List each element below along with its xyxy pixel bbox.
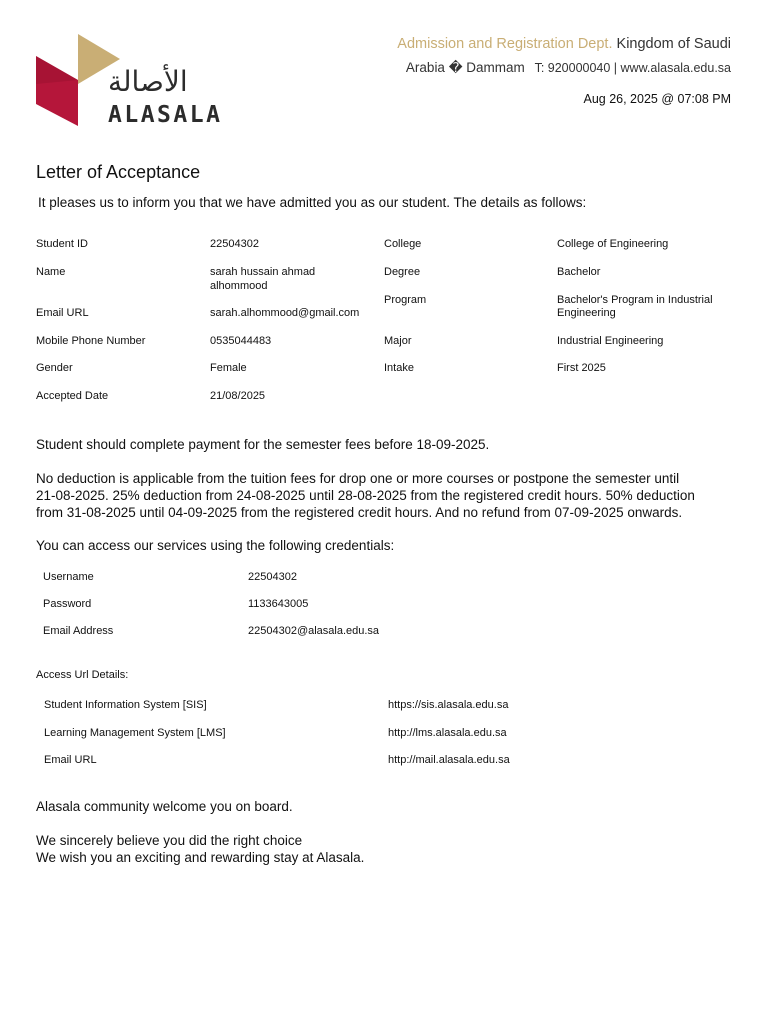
- lms-url: http://lms.alasala.edu.sa: [388, 727, 507, 739]
- closing-line2: We wish you an exciting and rewarding stay at Alasala.: [36, 850, 365, 865]
- degree-value: Bachelor: [557, 266, 601, 278]
- program-label: Program: [384, 294, 427, 306]
- major-label: Major: [384, 335, 412, 347]
- email-value: sarah.alhommood@gmail.com: [210, 307, 360, 319]
- logo-english-text: ALASALA: [108, 102, 223, 128]
- department-name: Admission and Registration Dept.: [397, 36, 613, 52]
- closing-line1: We sincerely believe you did the right choice: [36, 833, 303, 848]
- credentials-intro: You can access our services using the following credentials:: [36, 538, 395, 553]
- sis-label: Student Information System [SIS]: [44, 699, 207, 711]
- mail-label: Email URL: [44, 754, 97, 766]
- student-id-label: Student ID: [36, 238, 88, 250]
- refund-policy-line1: No deduction is applicable from the tuition fees for drop one or more courses or postpone the semester until: [36, 471, 680, 486]
- header-line-2: [406, 60, 731, 76]
- lms-label: Learning Management System [LMS]: [44, 727, 226, 739]
- password-label: Password: [43, 598, 92, 610]
- mobile-label: Mobile Phone Number: [36, 335, 146, 347]
- logo-arabic-text: الأصالة: [108, 65, 188, 98]
- accepted-date-label: Accepted Date: [36, 390, 109, 402]
- mobile-value: 0535044483: [210, 335, 272, 347]
- email-address-value: 22504302@alasala.edu.sa: [248, 625, 380, 637]
- sis-url: https://sis.alasala.edu.sa: [388, 699, 509, 711]
- major-value: Industrial Engineering: [557, 335, 664, 347]
- contact-info: T: 920000040 | www.alasala.edu.sa: [534, 61, 731, 75]
- header-line-1: [397, 36, 731, 52]
- page-title: Letter of Acceptance: [36, 162, 201, 182]
- gender-value: Female: [210, 362, 247, 374]
- intake-value: First 2025: [557, 362, 606, 374]
- intro-text: It pleases us to inform you that we have admitted you as our student. The details as follows:: [38, 195, 587, 210]
- username-label: Username: [43, 571, 94, 583]
- issue-datetime: Aug 26, 2025 @ 07:08 PM: [583, 92, 731, 106]
- location-line-2: Arabia � Dammam: [405, 60, 525, 75]
- location-line-1: Kingdom of Saudi: [616, 36, 731, 52]
- program-value-line2: Engineering: [557, 307, 616, 319]
- payment-note: Student should complete payment for the semester fees before 18-09-2025.: [36, 437, 490, 452]
- degree-label: Degree: [384, 266, 421, 278]
- gender-label: Gender: [36, 362, 73, 374]
- email-label: Email URL: [36, 307, 89, 319]
- name-value-line1: sarah hussain ahmad: [210, 266, 316, 278]
- password-value: 1133643005: [248, 598, 309, 610]
- intake-label: Intake: [384, 362, 414, 374]
- program-value-line1: Bachelor's Program in Industrial: [557, 294, 713, 306]
- refund-policy-line2: 21-08-2025. 25% deduction from 24-08-2025 until 28-08-2025 from the registered credit hours. 50% deduction: [36, 488, 695, 503]
- email-address-label: Email Address: [43, 625, 114, 637]
- college-value: College of Engineering: [557, 238, 669, 250]
- student-id-value: 22504302: [210, 238, 259, 250]
- accepted-date-value: 21/08/2025: [210, 390, 266, 402]
- college-label: College: [384, 238, 422, 250]
- name-value-line2: alhommood: [210, 280, 268, 292]
- username-value: 22504302: [248, 571, 297, 583]
- welcome-text: Alasala community welcome you on board.: [36, 799, 293, 814]
- name-label: Name: [36, 266, 66, 278]
- refund-policy-line3: from 31-08-2025 until 04-09-2025 from the registered credit hours. And no refund from 07-09-2025 onwards.: [36, 505, 683, 520]
- access-url-title: Access Url Details:: [36, 669, 129, 681]
- mail-url: http://mail.alasala.edu.sa: [388, 754, 510, 766]
